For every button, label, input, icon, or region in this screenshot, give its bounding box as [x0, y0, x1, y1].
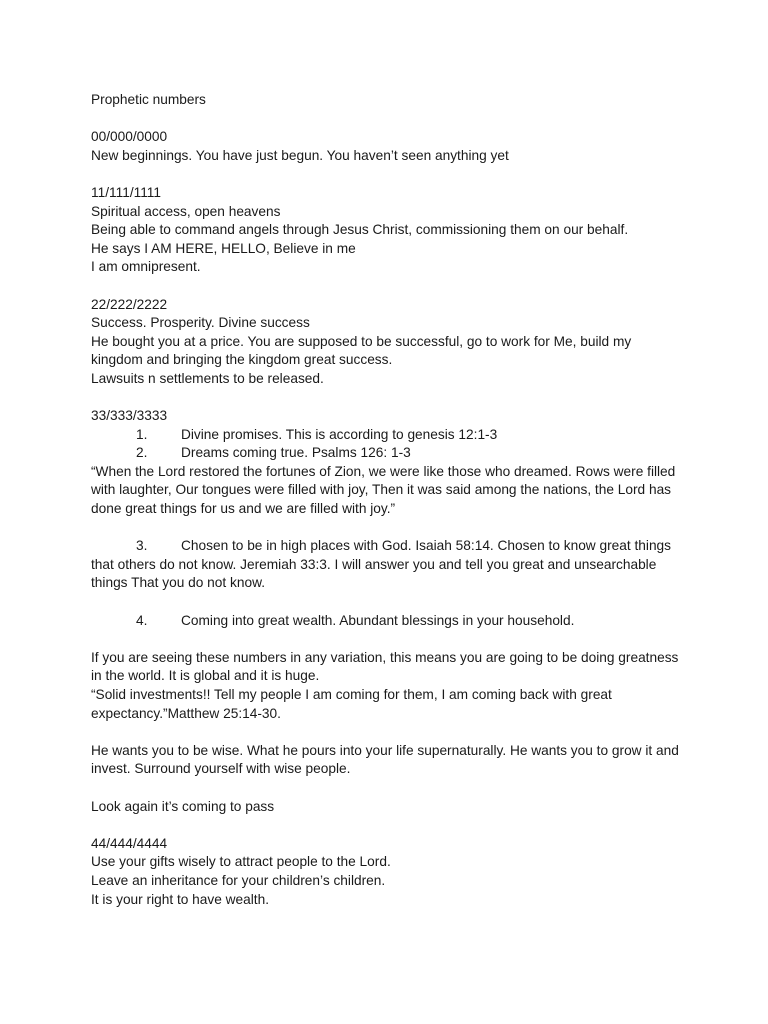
document-page [91, 91, 681, 909]
section-line: Use your gifts wisely to attract people to the Lord. [91, 854, 391, 870]
section-code: 11/111/1111 [91, 184, 162, 200]
list-text: Chosen to be in high places with God. Isaiah 58:14. Chosen to know great things that others do not know. Jeremiah 33:3. I will answer you and tell you great and unsearchable things That you do not know. [91, 538, 672, 591]
section-line: Lawsuits n settlements to be released. [91, 370, 324, 386]
section-line: Spiritual access, open heavens [91, 203, 281, 219]
spacer [91, 779, 681, 798]
list-number: 2. [136, 445, 148, 461]
section-line: Success. Prosperity. Divine success [91, 315, 310, 331]
spacer [91, 110, 681, 129]
section-line: He says I AM HERE, HELLO, Believe in me [91, 240, 356, 256]
spacer [91, 816, 681, 835]
list-number: 3. [136, 538, 148, 554]
spacer [91, 519, 681, 538]
section-line: I am omnipresent. [91, 259, 201, 275]
spacer [91, 630, 681, 649]
list-item [91, 426, 681, 445]
section-paragraph: “Solid investments!! Tell my people I am coming for them, I am coming back with great expectancy.”Matthew 25:14-30. [91, 687, 612, 721]
spacer [91, 723, 681, 742]
spacer [91, 165, 681, 184]
section-line: Look again it’s coming to pass [91, 798, 275, 814]
list-number: 4. [136, 612, 148, 628]
section-code: 22/222/2222 [91, 296, 168, 312]
list-text: Coming into great wealth. Abundant blessings in your household. [181, 612, 575, 628]
scripture-quote: “When the Lord restored the fortunes of Zion, we were like those who dreamed. Rows were filled with laughter, Our tongues were filled with joy, Then it was said among the nations, the Lord has done great things for us and we are filled with joy.” [91, 463, 676, 517]
section-code: 00/000/0000 [91, 129, 168, 145]
section-code: 44/444/4444 [91, 835, 168, 851]
section-paragraph: He bought you at a price. You are supposed to be successful, go to work for Me, build my kingdom and bringing the kingdom great success. [91, 333, 632, 368]
section-line: Leave an inheritance for your children’s children. [91, 872, 386, 888]
section-code: 33/333/3333 [91, 408, 168, 424]
section-line: Being able to command angels through Jesus Christ, commissioning them on our behalf. [91, 222, 629, 238]
document-title: Prophetic numbers [91, 92, 206, 107]
list-text: Dreams coming true. Psalms 126: 1-3 [181, 445, 411, 461]
list-item [91, 537, 681, 593]
list-text: Divine promises. This is according to genesis 12:1-3 [181, 426, 498, 442]
section-paragraph: He wants you to be wise. What he pours into your life supernaturally. He wants you to grow it and invest. Surround yourself with wise people. [91, 742, 679, 777]
list-item [91, 444, 681, 463]
spacer [91, 593, 681, 612]
section-line: It is your right to have wealth. [91, 891, 270, 907]
section-line: New beginnings. You have just begun. You haven’t seen anything yet [91, 147, 509, 163]
spacer [91, 389, 681, 408]
list-number: 1. [136, 426, 148, 442]
list-item [91, 612, 681, 631]
spacer [91, 277, 681, 296]
section-paragraph: If you are seeing these numbers in any variation, this means you are going to be doing greatness in the world. It is global and it is huge. [91, 649, 679, 684]
